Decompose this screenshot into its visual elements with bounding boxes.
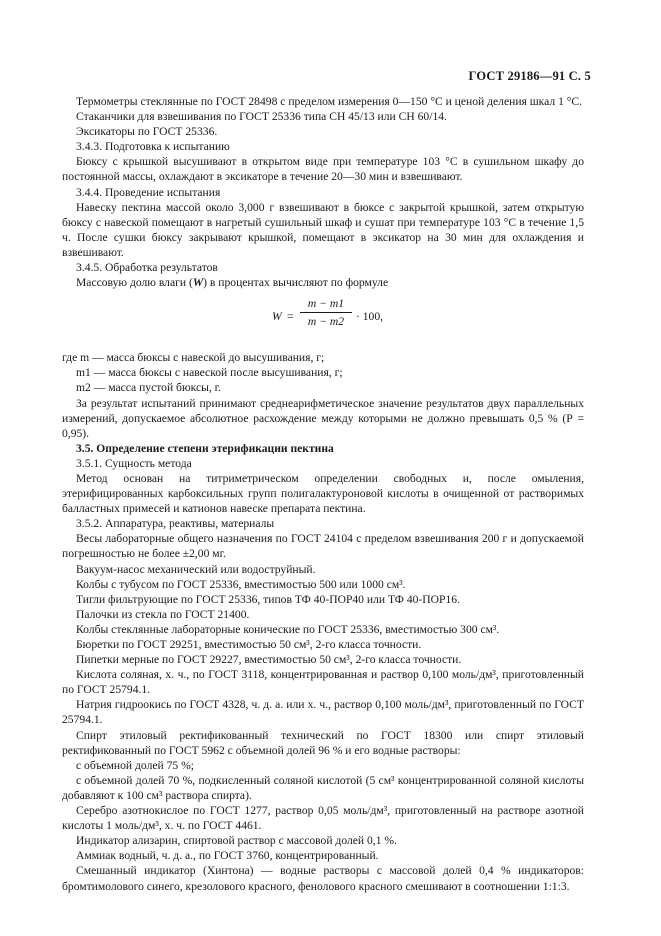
paragraph-alizarin: Индикатор ализарин, спиртовой раствор с массовой долей 0,1 %. [76, 834, 397, 848]
paragraph-ethanol: Спирт этиловый ректификованный технический по ГОСТ 18300 или спирт этиловый ректификованный по ГОСТ 5962 с объемной долей 96 % и его водные растворы: [62, 728, 584, 757]
formula-intro-part1: Массовую долю влаги ( [76, 276, 193, 290]
where-m2: m2 — масса пустой бюксы, г. [76, 381, 222, 395]
page-header: ГОСТ 29186—91 С. 5 [468, 69, 591, 83]
formula-lhs: W [272, 310, 282, 324]
paragraph-conical-flasks: Колбы стеклянные лабораторные конические по ГОСТ 25336, вместимостью 300 см³. [76, 622, 500, 636]
paragraph-method-essence: Метод основан на титриметрическом определении свободных и, после омыления, этерифицированных карбоксильных групп полигалактуроновой кислоты в очищенной от растворимых балластных примесей и катионов навеске препарата пектина. [62, 471, 584, 516]
paragraph-result: За результат испытаний принимают среднеарифметическое значение результатов двух параллельных измерений, допускаемое абсолютное расхождение между которыми не должно превышать 0,5 % (Р = 0,95). [62, 396, 584, 440]
paragraph-ethanol-75: с объемной долей 75 %; [76, 758, 194, 772]
paragraph-thermometers: Термометры стеклянные по ГОСТ 28498 с пределом измерения 0—150 °С и ценой деления шкал 1 °С. [76, 95, 583, 108]
paragraph-formula-intro [62, 275, 584, 290]
paragraph-filter-crucibles: Тигли фильтрующие по ГОСТ 25336, типов ТФ 40-ПОР40 или ТФ 40-ПОР16. [76, 592, 460, 606]
paragraph-hydrochloric-acid: Кислота соляная, х. ч., по ГОСТ 3118, концентрированная и раствор 0,100 моль/дм³, приготовленный по ГОСТ 25794.1. [62, 668, 584, 697]
paragraph-ammonia: Аммиак водный, ч. д. а., по ГОСТ 3760, концентрированный. [76, 849, 379, 863]
section-3-4-3-heading: 3.4.3. Подготовка к испытанию [76, 140, 230, 154]
formula-intro-part2: ) в процентах вычисляют по формуле [203, 276, 389, 290]
paragraph-weighing-cups: Стаканчики для взвешивания по ГОСТ 25336 типа СН 45/13 или СН 60/14. [76, 110, 447, 124]
formula-intro-var: W [192, 276, 204, 290]
where-m1: m1 — масса бюксы с навеской после высушивания, г; [76, 366, 343, 380]
formula-equals: = [287, 310, 294, 324]
formula-denominator: m − m2 [307, 315, 345, 329]
paragraph-vacuum-pump: Вакуум-насос механический или водоструйный. [76, 562, 316, 576]
section-3-5-2-heading: 3.5.2. Аппаратура, реактивы, материалы [76, 517, 275, 531]
paragraph-ethanol-70: с объемной долей 70 %, подкисленный соляной кислотой (5 см³ концентрированной соляной кислоты добавляют к 100 см³ раствора спирта). [62, 773, 584, 802]
section-3-4-5-heading: 3.4.5. Обработка результатов [76, 261, 218, 275]
paragraph-preparation: Бюксу с крышкой высушивают в открытом виде при температуре 103 °С в сушильном шкафу до постоянной массы, охлаждают в эксикаторе в течение 20—30 мин и взвешивают. [62, 155, 584, 184]
section-3-4-4-heading: 3.4.4. Проведение испытания [76, 185, 221, 199]
paragraph-mixed-indicator: Смешанный индикатор (Хинтона) — водные растворы с массовой долей 0,4 % индикаторов: бромтимолового синего, крезолового красного, фенолового красного смешивают в соотношении 1:1:3. [62, 864, 584, 893]
formula-fraction [300, 296, 352, 329]
paragraph-desiccators: Эксикаторы по ГОСТ 25336. [76, 125, 218, 139]
moisture-formula [62, 296, 584, 340]
paragraph-pipettes: Пипетки мерные по ГОСТ 29227, вместимостью 50 см³, 2-го класса точности. [76, 653, 462, 667]
formula-tail: · 100, [356, 310, 384, 324]
paragraph-silver-nitrate: Серебро азотнокислое по ГОСТ 1277, раствор 0,05 моль/дм³, приготовленный на растворе азотной кислоты 1 моль/дм³, х. ч. по ГОСТ 4461. [62, 804, 584, 833]
paragraph-sodium-hydroxide: Натрия гидроокись по ГОСТ 4328, ч. д. а. или х. ч., раствор 0,100 моль/дм³, приготовленный по ГОСТ 25794.1. [62, 698, 584, 727]
section-3-5-1-heading: 3.5.1. Сущность метода [76, 456, 192, 470]
paragraph-burettes: Бюретки по ГОСТ 29251, вместимостью 50 см³, 2-го класса точности. [76, 638, 422, 651]
formula-numerator: m − m1 [300, 296, 352, 313]
paragraph-procedure: Навеску пектина массой около 3,000 г взвешивают в бюксе с закрытой крышкой, затем открытую бюксу с навеской помещают в нагретый сушильный шкаф и сушат при температуре 103 °С в течение 1,5 ч. После сушки бюксу закрывают крышкой, помещают в эксикатор на 30 мин для охлаждения и взвешивают. [62, 200, 584, 259]
document-body [62, 94, 584, 894]
paragraph-scales: Весы лабораторные общего назначения по ГОСТ 24104 с пределом взвешивания 200 г и допускаемой погрешностью не более ±2,00 мг. [62, 532, 584, 561]
where-m: где m — масса бюксы с навеской до высушивания, г; [62, 351, 325, 365]
paragraph-glass-rods: Палочки из стекла по ГОСТ 21400. [76, 607, 250, 621]
paragraph-flasks-tubus: Колбы с тубусом по ГОСТ 25336, вместимостью 500 или 1000 см³. [76, 577, 406, 591]
section-3-5-heading: 3.5. Определение степени этерификации пектина [76, 441, 334, 455]
